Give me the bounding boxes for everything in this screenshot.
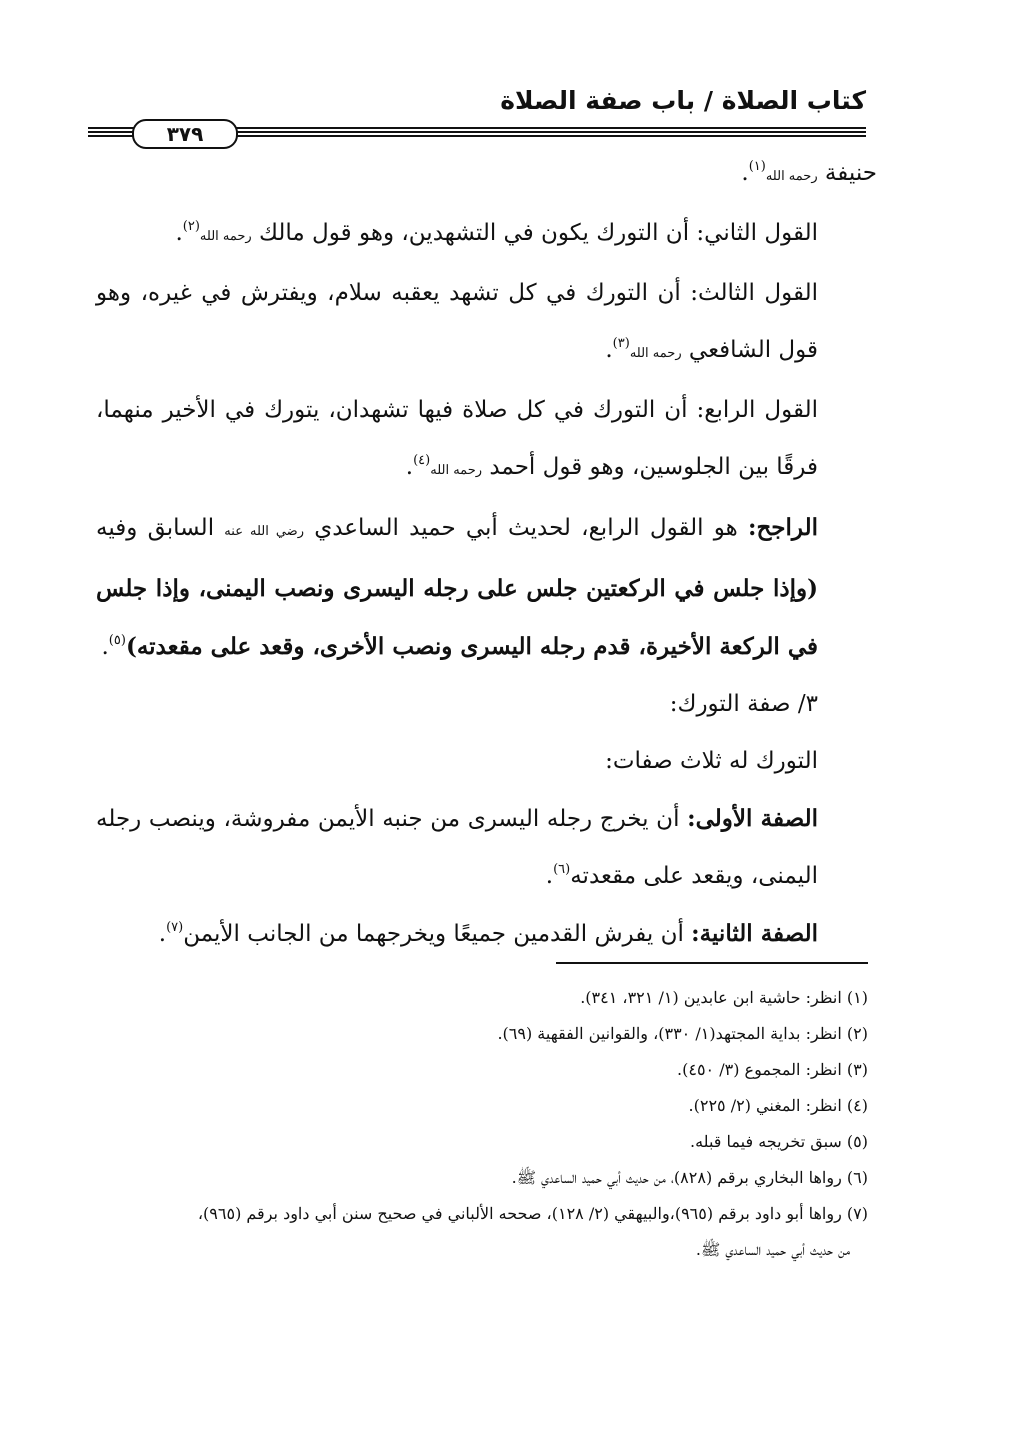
footnote: (١) انظر: حاشية ابن عابدين (١/ ٣٢١، ٣٤١). xyxy=(580,988,868,1007)
footnote-ref[interactable]: (٤) xyxy=(413,453,431,468)
footnote: (٣) انظر: المجموع (٣/ ٤٥٠). xyxy=(677,1060,868,1079)
honorific-glyph: رحمه الله xyxy=(199,229,252,244)
footnote-continuation: من حديث أبي حميد الساعدي ﷺ. xyxy=(695,1240,850,1259)
paragraph-second-opinion: القول الثاني: أن التورك يكون في التشهدين، وهو قول مالك رحمه الله$^{(٢)}$. xyxy=(175,219,818,246)
footnote: (٢) انظر: بداية المجتهد(١/ ٣٣٠)، والقوانين الفقهية (٦٩). xyxy=(497,1024,868,1043)
hadith-quote: (وإذا جلس في الركعتين جلس على رجله اليسرى ونصب اليمنى، وإذا جلس في الركعة الأخيرة، قدم رجله اليسرى ونصب الأخرى، وقعد على مقعدته) xyxy=(96,575,818,660)
main-text xyxy=(96,145,877,963)
footnote: (٧) رواها أبو داود برقم (٩٦٥)،والبيهقي (٢/ ١٢٨)، صححه الألباني في صحيح سنن أبي داود برقم (٩٦٥)، xyxy=(197,1204,868,1223)
footnote-ref[interactable]: (٣) xyxy=(612,336,630,351)
footnotes xyxy=(96,980,868,1268)
form-one-label: الصفة الأولى: xyxy=(687,805,818,832)
footnote-ref[interactable]: (٧) xyxy=(166,920,184,935)
paragraph-form-one: الصفة الأولى: أن يخرج رجله اليسرى من جنبه الأيمن مفروشة، وينصب رجله اليمنى، ويقعد على مقعدته$^{(٦)}$. xyxy=(96,805,818,889)
paragraph-preferred-opinion: الراجح: هو القول الرابع، لحديث أبي حميد الساعدي رضي الله عنه السابق وفيه (وإذا جلس في الركعتين جلس على رجله اليسرى ونصب اليمنى، وإذا جلس في الركعة الأخيرة، قدم رجله اليسرى ونصب الأخرى، وقعد على مقعدته)$^{(٥)}$. xyxy=(96,514,818,660)
footnote-ref[interactable]: (١) xyxy=(748,159,766,174)
preferred-label: الراجح: xyxy=(747,514,818,541)
paragraph-fourth-opinion: القول الرابع: أن التورك في كل صلاة فيها تشهدان، يتورك في الأخير منهما، فرقًا بين الجلوسين، وهو قول أحمد رحمه الله$^{(٤)}$. xyxy=(96,397,818,480)
honorific-glyph: رحمه الله xyxy=(629,346,682,361)
paragraph-form-two: الصفة الثانية: أن يفرش القدمين جميعًا ويخرجهما من الجانب الأيمن$^{(٧)}$. xyxy=(158,920,818,947)
footnote: (٥) سبق تخريجه فيما قبله. xyxy=(689,1132,868,1151)
footnote: (٤) انظر: المغني (٢/ ٢٢٥). xyxy=(688,1096,868,1115)
paragraph-continuation: حنيفة رحمه الله$^{(١)}$. xyxy=(741,159,877,186)
honorific-glyph: رضي الله عنه xyxy=(224,524,304,539)
footnote-ref[interactable]: (٥) xyxy=(108,633,126,648)
honorific-glyph: رحمه الله xyxy=(430,463,483,478)
footnote-separator xyxy=(556,962,868,964)
footnote: (٦) رواها البخاري برقم (٨٢٨)، من حديث أبي حميد الساعدي ﷺ. xyxy=(511,1168,868,1187)
footnote-ref[interactable]: (٦) xyxy=(553,862,571,877)
form-two-label: الصفة الثانية: xyxy=(691,920,818,947)
footnote-ref[interactable]: (٢) xyxy=(182,219,200,234)
section-heading: ٣/ صفة التورك: xyxy=(669,691,818,717)
section-intro: التورك له ثلاث صفات: xyxy=(605,748,818,774)
paragraph-third-opinion: القول الثالث: أن التورك في كل تشهد يعقبه سلام، ويفترش في غيره، وهو قول الشافعي رحمه الله$^{(٣)}$. xyxy=(96,280,818,363)
honorific-glyph: رحمه الله xyxy=(765,169,818,184)
page-number: ٣٧٩ xyxy=(132,119,238,149)
running-header-title: كتاب الصلاة / باب صفة الصلاة xyxy=(500,86,866,115)
